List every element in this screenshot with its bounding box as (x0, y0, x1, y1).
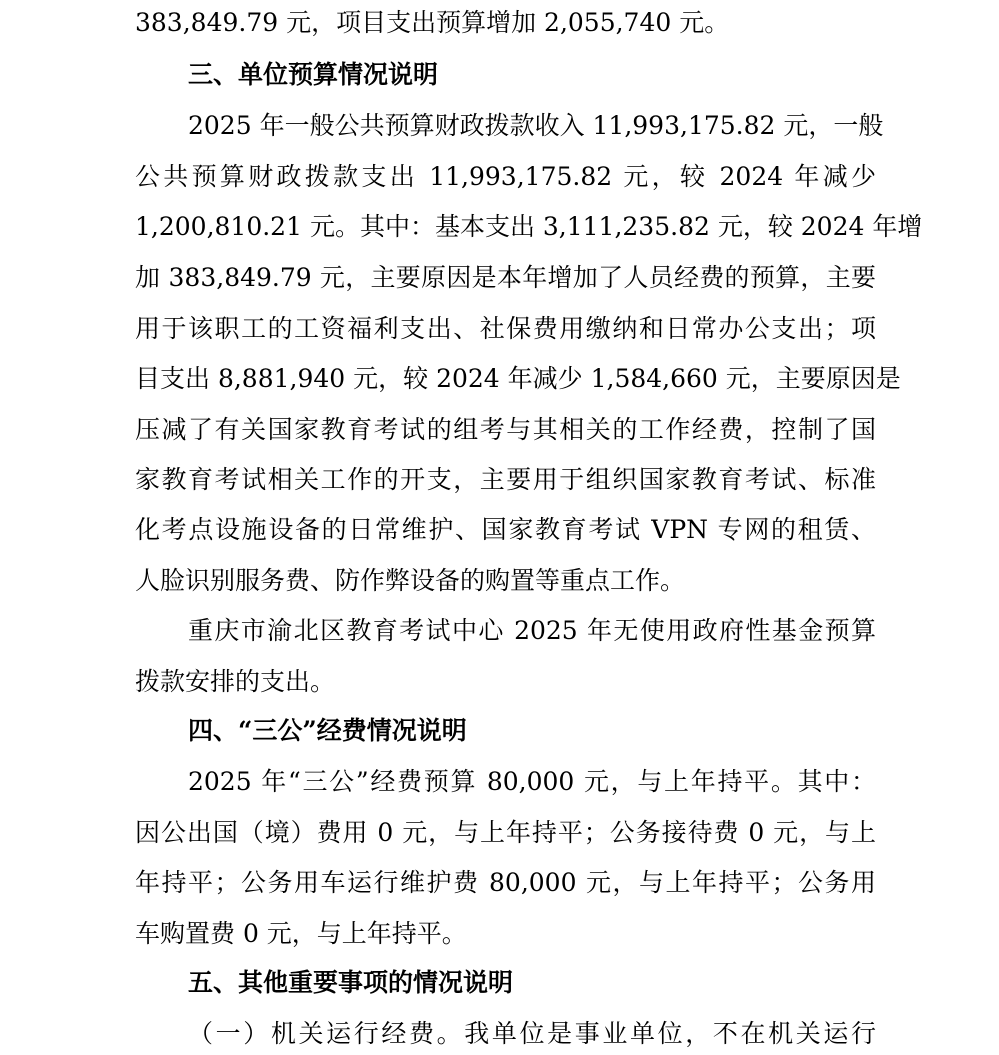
text-line: （一）机关运行经费。我单位是事业单位，不在机关运行 (188, 1019, 876, 1048)
section-heading: 四、“三公”经费情况说明 (188, 716, 467, 745)
text-line: 用于该职工的工资福利支出、社保费用缴纳和日常办公支出；项 (135, 314, 876, 343)
text-line: 压减了有关国家教育考试的组考与其相关的工作经费，控制了国 (135, 415, 876, 444)
text-line: 加 383,849.79 元，主要原因是本年增加了人员经费的预算，主要 (135, 263, 876, 292)
text-line: 1,200,810.21 元。其中：基本支出 3,111,235.82 元，较 2024 年增 (135, 212, 923, 241)
section-heading: 五、其他重要事项的情况说明 (188, 968, 514, 997)
text-line: 2025 年一般公共预算财政拨款收入 11,993,175.82 元，一般 (188, 111, 884, 140)
text-line: 年持平；公务用车运行维护费 80,000 元，与上年持平；公务用 (135, 868, 876, 897)
text-line: 383,849.79 元，项目支出预算增加 2,055,740 元。 (135, 8, 730, 37)
text-line: 车购置费 0 元，与上年持平。 (135, 919, 467, 948)
text-line: 拨款安排的支出。 (135, 667, 336, 696)
text-line: 重庆市渝北区教育考试中心 2025 年无使用政府性基金预算 (188, 616, 876, 645)
text-line: 公共预算财政拨款支出 11,993,175.82 元，较 2024 年减少 (135, 162, 876, 191)
text-line: 化考点设施设备的日常维护、国家教育考试 VPN 专网的租赁、 (135, 515, 876, 544)
section-heading: 三、单位预算情况说明 (188, 60, 439, 89)
text-line: 因公出国（境）费用 0 元，与上年持平；公务接待费 0 元，与上 (135, 818, 876, 847)
text-line: 人脸识别服务费、防作弊设备的购置等重点工作。 (135, 566, 686, 595)
text-line: 目支出 8,881,940 元，较 2024 年减少 1,584,660 元，主要原因是 (135, 364, 901, 393)
text-line: 2025 年“三公”经费预算 80,000 元，与上年持平。其中： (188, 767, 876, 796)
text-line: 家教育考试相关工作的开支，主要用于组织国家教育考试、标准 (135, 465, 876, 494)
